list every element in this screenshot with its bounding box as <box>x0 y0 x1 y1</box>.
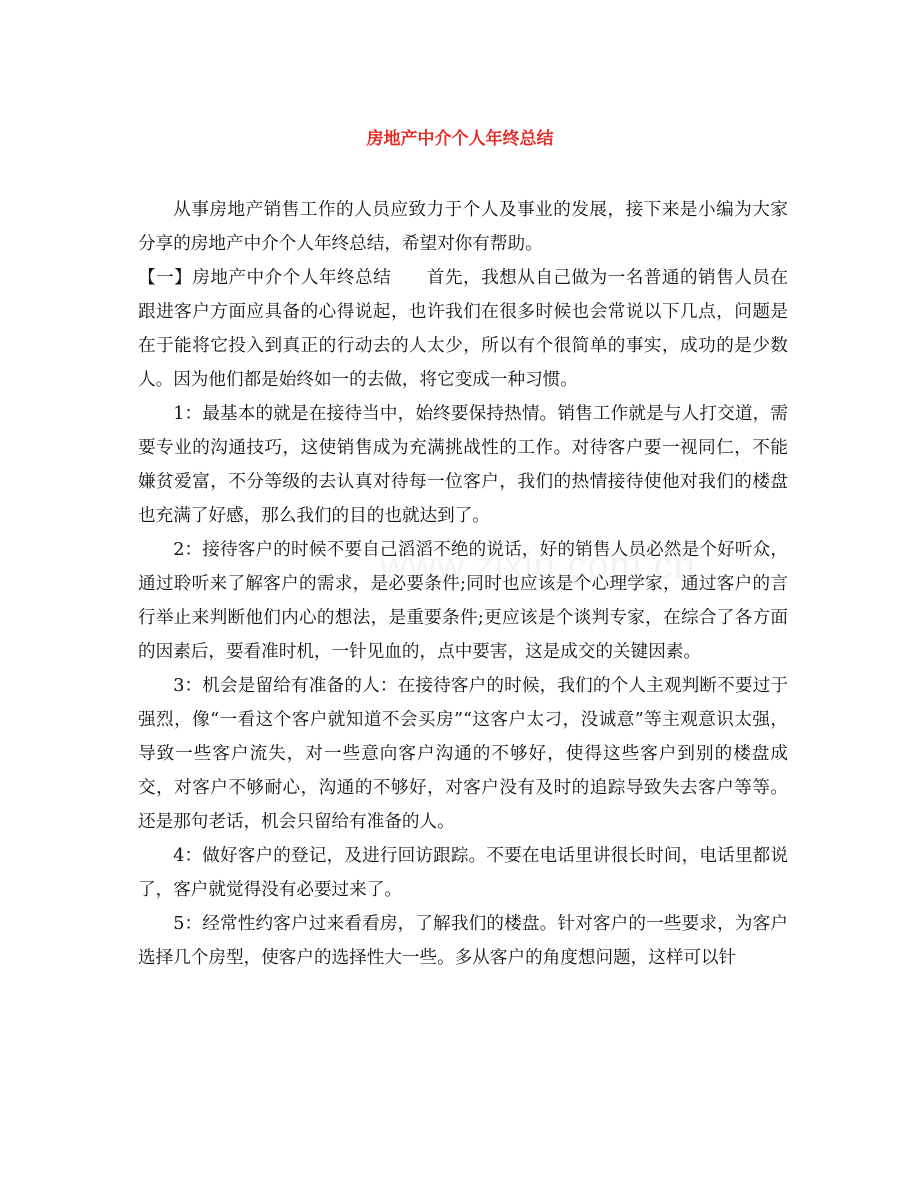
document-title: 房地产中介个人年终总结 <box>366 129 554 149</box>
point-2: 2：接待客户的时候不要自己滔滔不绝的说话，好的销售人员必然是个好听众，通过聆听来了解客户的需求，是必要条件;同时也应该是个心理学家，通过客户的言行举止来判断他们内心的想法，是重要条件;更应该是个谈判专家，在综合了各方面的因素后，要看准时机，一针见血的，点中要害，这是成交的关键因素。 <box>138 540 788 662</box>
point-3: 3：机会是留给有准备的人：在接待客户的时候，我们的个人主观判断不要过于强烈，像“一看这个客户就知道不会买房”“这客户太刁，没诚意”等主观意识太强，导致一些客户流失，对一些意向客户沟通的不够好，使得这些客户到别的楼盘成交，对客户不够耐心，沟通的不够好，对客户没有及时的追踪导致失去客户等等。还是那句老话，机会只留给有准备的人。 <box>138 676 788 832</box>
section-heading: 【一】房地产中介个人年终总结 <box>138 268 392 288</box>
section-first-text: 首先，我想从自己做为一名普通的销售人员在跟进客户方面应具备的心得说起，也许我们在很多时候也会常说以下几点，问题是在于能将它投入到真正的行动去的人太少，所以有个很简单的事实，成功的是少数人。因为他们都是始终如一的去做，将它变成一种习惯。 <box>138 268 788 390</box>
point-5: 5：经常性约客户过来看看房，了解我们的楼盘。针对客户的一些要求，为客户选择几个房型，使客户的选择性大一些。多从客户的角度想问题，这样可以针 <box>138 914 788 968</box>
document-body <box>138 193 788 975</box>
point-4: 4：做好客户的登记，及进行回访跟踪。不要在电话里讲很长时间，电话里都说了，客户就觉得没有必要过来了。 <box>138 846 788 900</box>
point-1: 1：最基本的就是在接待当中，始终要保持热情。销售工作就是与人打交道，需要专业的沟通技巧，这使销售成为充满挑战性的工作。对待客户要一视同仁，不能嫌贫爱富，不分等级的去认真对待每一位客户，我们的热情接待使他对我们的楼盘也充满了好感，那么我们的目的也就达到了。 <box>138 404 788 526</box>
section-paragraph <box>138 261 788 397</box>
intro-paragraph: 从事房地产销售工作的人员应致力于个人及事业的发展，接下来是小编为大家分享的房地产中介个人年终总结，希望对你有帮助。 <box>138 200 788 254</box>
